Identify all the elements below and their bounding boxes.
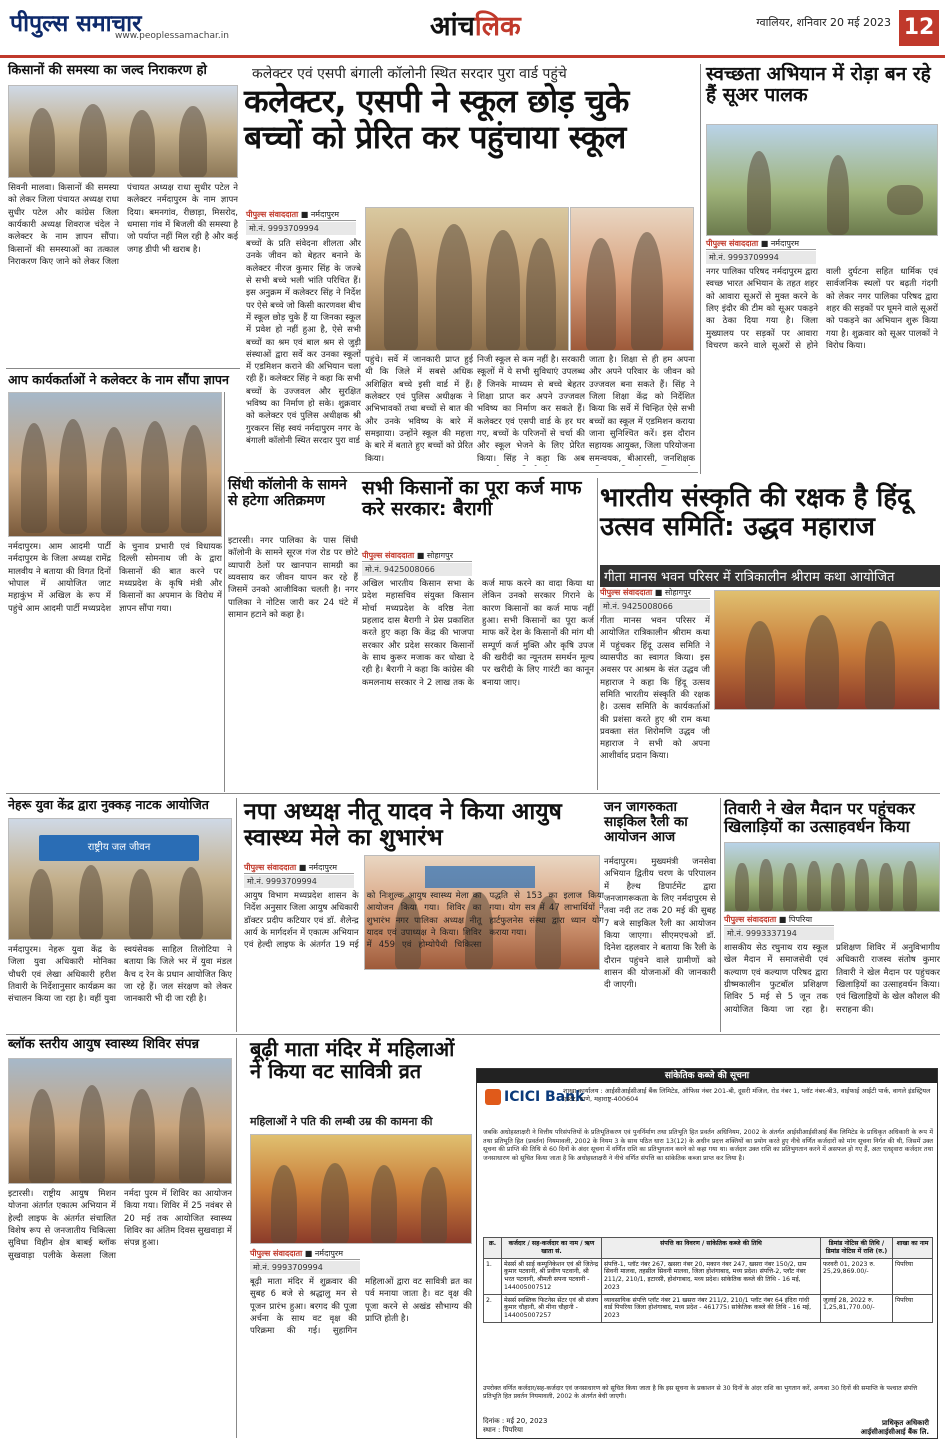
notice-col-property: संपत्ति का विवरण / सांकेतिक कब्जे की तिथि [602, 1238, 821, 1259]
newspaper-url[interactable]: www.peoplessamachar.in [115, 31, 229, 41]
notice-place: स्थान : पिपरिया [483, 1426, 523, 1435]
loan-waiver-byline-name: पीपुल्स संवाददाता [362, 551, 415, 560]
table-row [484, 1294, 933, 1322]
notice-sign-1: प्राधिकृत अधिकारी [881, 1419, 929, 1427]
dateline: ग्वालियर, शनिवार 20 मई 2023 [756, 16, 891, 29]
farmers-issue-photo [8, 85, 238, 178]
cleanliness-byline-name: पीपुल्स संवाददाता [706, 239, 759, 248]
icici-logo-text: ICICI Bank [504, 1089, 585, 1105]
farmers-issue-headline[interactable]: किसानों की समस्या का जल्द निराकरण हो [8, 63, 207, 78]
notice-body: जबकि अधोहस्ताक्षरी ने वित्तीय परिसंपत्तियों के प्रतिभूतिकरण एवं पुनर्निर्माण तथा प्रतिभूति हित प्रवर्तन अधिनियम, 2002 के अंतर्गत आईसीआईसीआई बैंक लिमिटेड के प्राधिकृत अधिकारी के रूप में तथा प्रतिभूति हित (प्रवर्तन) नियमावली, 2002 के नियम 3 के साथ पठित धारा 13(12) के अधीन प्रदत्त शक्तियों का प्रयोग करते हुए नीचे वर्णित कर्जदारों को मांग सूचना निर्गत की थी, जिसमें उक्त सूचना की प्राप्ति की तिथि से 60 दिनों के अंदर सूचना में वर्णित राशि का प्रतिभुगतान करने को कहा गया था। कर्जदार उक्त राशि का प्रतिभुगतान करने में असफल हो गए हैं, अतः एतद्द्वारा कर्जदार तथा जनसाधारण को सूचित किया जाता है कि अधोहस्ताक्षरी ने नीचे वर्णित संपत्ति का सांकेतिक कब्जा प्राप्त कर लिया है। [483, 1129, 933, 1162]
hindu-samiti-byline: पीपुल्स संवाददाता ■ सोहागपुर [600, 587, 710, 599]
street-play-banner: राष्ट्रीय जल जीवन [39, 835, 199, 861]
ayush-fair-byline-place: नर्मदापुरम [308, 863, 337, 872]
notice-cell: जुलाई 28, 2022 रु. 1,25,81,770.00/- [821, 1294, 893, 1322]
farmers-issue-text: सिवनी मालवा। किसानों की समस्या को लेकर जिला पंचायत अध्यक्ष राधा सुधीर पटेल और कांग्रेस जिला कार्यकारी अध्यक्ष शिवराज चंदेल ने कलेक्टर के नाम ज्ञापन सौंपा। किसानों की समस्याओं का तत्काल निराकरण किए जाने को लेकर जिला पंचायत अध्यक्ष राधा सुधीर पटेल ने कलेक्टर नर्मदापुरम के नाम ज्ञापन दिया। बमनगांव, रीछाड़ा, मिसरोद, धमासा गांव में बिजली की समस्या है जो पर्याप्त नहीं मिल रही है और कई जगह डीपी भी खराब है। [8, 183, 238, 267]
notice-col-sn: क्र. [484, 1238, 502, 1259]
hindu-samiti-text: गीता मानस भवन परिसर में आयोजित रात्रिकालीन श्रीराम कथा में पहुंचकर हिंदू उत्सव समिति ने व्यासपीठ का स्वागत किया। इस अवसर पर आश्रम के संत उद्धव जी महाराज ने कहा कि हिंदू उत्सव समिति भारतीय संस्कृति की रक्षक है। उत्सव समिति के कार्यकर्ताओं की प्रशंसा करते हुए श्री राम कथा प्रवक्ता संत शिरोमणि उद्धव जी महाराज ने सभी को अपना आशीर्वाद प्रदान किया। [600, 616, 710, 762]
hindu-samiti-mobile: मो.नं. 9425008066 [600, 600, 710, 613]
notice-col-demand: डिमांड नोटिस की तिथि / डिमांड नोटिस में राशि (रु.) [821, 1238, 893, 1259]
notice-col-branch: शाखा का नाम [893, 1238, 933, 1259]
loan-waiver-mobile: मो.नं. 9425008066 [362, 563, 472, 576]
sports-visit-headline[interactable]: तिवारी ने खेल मैदान पर पहुंचकर खिलाड़ियों का उत्साहवर्धन किया [724, 799, 915, 836]
hindu-samiti-byline-place: सोहागपुर [664, 588, 691, 597]
main-byline-place: नर्मदापुरम [310, 210, 339, 219]
main-photo-2 [570, 207, 694, 351]
main-col1: बच्चों के प्रति संवेदना शीलता और उनके जीवन को बेहतर बनाने के कलेक्टर नीरज कुमार सिंह के जज्बे से सभी बच्चे भली भांति परिचित हैं। इस अनुक्रम में कलेक्टर सिंह ने निर्देश पर ऐसे बच्चे जो किसी कारणवश बीच में स्कूल छोड़ चुके हैं या जिनका स्कूल में प्रवेश हो नहीं हुआ है, ऐसे सभी बच्चों का श्रम एवं बाल श्रम से जुड़ी संस्थाओं द्वारा सर्वे कर उनका स्कूलों में एडमिशन कराने की अभियान चला रही हैं। कलेक्टर सिंह ने कहा कि सभी बच्चों के उज्जवल और सुरक्षित भविष्य का निर्माण हो सके। शुक्रवार को कलेक्टर एवं पुलिस अधीक्षक श्री गुरकरन सिंह स्वयं नर्मदापुरम नगर के बंगाली कॉलोनी स्थित सरदार पुरा वार्ड [246, 239, 361, 446]
main-photo [365, 207, 569, 351]
notice-cell: फरवरी 01, 2023 रु. 25,29,869.00/- [821, 1258, 893, 1294]
ayush-fair-mobile: मो.नं. 9993709994 [244, 875, 354, 888]
table-row [484, 1258, 933, 1294]
encroachment-headline[interactable]: सिंधी कॉलोनी के सामने से हटेगा अतिक्रमण [228, 477, 347, 509]
sports-visit-mobile: मो.नं. 9993337194 [724, 927, 834, 940]
section-title-a: आंच [430, 11, 475, 42]
loan-waiver-byline: पीपुल्स संवाददाता ■ सोहागपुर [362, 550, 472, 562]
icici-logo-icon [485, 1089, 501, 1105]
vat-savitri-byline-place: नर्मदापुरम [314, 1249, 343, 1258]
loan-waiver-byline-place: सोहागपुर [426, 551, 453, 560]
sports-visit-text: शासकीय सेठ रघुनाथ राय स्कूल खेल मैदान में समाजसेवी एवं कल्याण एवं कल्याण परिषद द्वारा ग्रीष्मकालीन फुटबॉल प्रशिक्षण शिविर 5 मई से 5 जून तक आयोजित किया जा रहा है। प्रशिक्षण शिविर में अनुविभागीय अधिकारी राजस्व संतोष कुमार तिवारी ने खेल मैदान पर पहुंचकर खिलाड़ियों का उत्साहवर्धन किया। एवं खिलाड़ियों के खेल कौशल की सराहना की। [724, 943, 940, 1015]
hindu-samiti-photo [714, 590, 940, 710]
section-title [430, 6, 521, 43]
loan-waiver-headline[interactable]: सभी किसानों का पूरा कर्ज माफ करे सरकार: बैरागी [362, 477, 582, 521]
ayush-fair-text: आयुष विभाग मध्यप्रदेश शासन के निर्देश अनुसार जिला आयुष अधिकारी डॉक्टर प्रदीप कटियार एवं डॉ. शैलेन्द्र आर्य के मार्गदर्शन में एकात्म अभियान एवं हेल्दी लाइफ के अंतर्गत 19 मई को निःशुल्क आयुष स्वास्थ्य मेला का आयोजन किया गया। शिविर का शुभारंभ नगर पालिका अध्यक्ष नीतू यादव एवं उपाध्यक्ष ने किया। शिविर में 459 एवं होम्योपैथी चिकित्सा पद्धति से 153 का इलाज किया गया। योग सत्र में 47 लाभार्थियों ने हार्टफुलनेस संस्था द्वारा ध्यान योग कराया गया। [244, 891, 604, 951]
main-mobile: मो.नं. 9993709994 [246, 222, 356, 235]
encroachment-text: इटारसी। नगर पालिका के पास सिंधी कॉलोनी के सामने सूरज गंज रोड पर छोटे व्यापारी ठेलों पर खानपान सामग्री का व्यवसाय कर जीवन यापन कर रहे हैं जिसमें उनको आजीविका चलती है। नगर पालिका ने नोटिस जारी कर 24 घंटे में सामान हटाने को कहा है। [228, 536, 358, 620]
main-col3: निजी स्कूल से कम नहीं है। सरकारी स्कूलों में ये सभी सुविधाएं उपलब्ध हैं जिनके माध्यम से बच्चे बेहतर शिक्षा प्राप्त कर अपने उज्जवल भविष्य का निर्माण कर सकते हैं। कलेक्टर एवं एसपी वार्ड के हर घर गए, बच्चों के परिजनों से चर्चा की और स्कूल भेजने के लिए प्रेरित किया। सिंह ने कहा कि अब [477, 355, 585, 464]
vat-savitri-photo [250, 1134, 472, 1244]
ayush-camp-text: इटारसी। राष्ट्रीय आयुष मिशन योजना अंतर्गत एकात्म अभियान में हेल्दी लाइफ के अंतर्गत संचालित विशेष रूप से जनजातीय चिकित्सा सुविधा विहीन क्षेत्र बाबई ब्लॉक सुखवाड़ा पलीके केसला जिला नर्मदा पुरम में शिविर का आयोजन किया गया। शिविर में 25 नवंबर से 20 मई तक आयोजित स्वास्थ्य शिविर का अंतिम दिवस सुखवाड़ा में संपन्न हुआ। [8, 1189, 232, 1261]
notice-branch: शाखा कार्यालय : आईसीआईसीआई बैंक लिमिटेड, ऑफिस नंबर 201-बी, दूसरी मंजिल, रोड नंबर 1, प्लॉट नंबर-बी3, वाईफाई आईटी पार्क, वागले इंडस्ट्रियल एस्टेट, ठाणे, महाराष्ट्र-400604 [563, 1087, 931, 1104]
notice-cell: मेसर्स स्वस्तिक फिटनेस सेंटर एवं श्री संजय कुमार चौहानी, श्री मीना चौहानी - 144005007257 [502, 1294, 602, 1322]
notice-cell: संपत्ति-1, प्लॉट नंबर 267, खसरा नंबर 20, मकान नंबर 247, खसरा नंबर 150/2, ग्राम सिवनी मालवा, तहसील सिवनी मालवा, जिला होशंगाबाद, मध्य प्रदेश। संपत्ति-2, प्लॉट नंबर 211/2, 210/1, इटारसी, होशंगाबाद, मध्य प्रदेश। सांकेतिक कब्जे की तिथि - 16 मई, 2023 [602, 1258, 821, 1294]
vat-savitri-headline[interactable]: बूढ़ी माता मंदिर में महिलाओं ने किया वट सावित्री व्रत [250, 1037, 455, 1084]
masthead [0, 0, 945, 58]
cleanliness-mobile: मो.नं. 9993709994 [706, 251, 816, 264]
notice-signatory [861, 1419, 929, 1437]
notice-col-borrower: कर्जदार / सह-कर्जदार का नाम / ऋण खाता सं. [502, 1238, 602, 1259]
sports-visit-byline: पीपुल्स संवाददाता ■ पिपरिया [724, 914, 834, 926]
street-play-text: नर्मदापुरम। नेहरू युवा केंद्र के जिला युवा अधिकारी मोनिका चौधरी एवं लेखा अधिकारी हरीश तिवारी के निर्देशानुसार कार्यक्रम का संचालन किया जा रहा है। वहीं युवा स्वयंसेवक साहिल तिलोटिया ने बताया कि जिले भर में युवा मंडल कैच द रेन के प्रधान आयोजित किए जा रहे हैं। जल संरक्षण को लेकर जानकारी भी दी जा रही है। [8, 945, 232, 1005]
icici-notice [476, 1068, 938, 1439]
street-play-headline[interactable]: नेहरू युवा केंद्र द्वारा नुक्कड़ नाटक आयोजित [8, 797, 209, 812]
main-byline-name: पीपुल्स संवाददाता [246, 210, 299, 219]
aap-memo-photo [8, 392, 222, 537]
notice-date: दिनांक : मई 20, 2023 [483, 1417, 548, 1425]
notice-cell: 2. [484, 1294, 502, 1322]
ayush-fair-headline[interactable]: नपा अध्यक्ष नीतू यादव ने किया आयुष स्वास्थ्य मेले का शुभारंभ [244, 799, 562, 851]
cleanliness-photo [706, 124, 938, 236]
hindu-samiti-byline-name: पीपुल्स संवाददाता [600, 588, 653, 597]
cleanliness-byline-place: नर्मदापुरम [770, 239, 799, 248]
notice-table-header [484, 1238, 933, 1259]
ayush-fair-byline-name: पीपुल्स संवाददाता [244, 863, 297, 872]
hindu-samiti-text-2 [714, 714, 940, 790]
notice-cell: पिपरिया [893, 1294, 933, 1322]
notice-cell: मेसर्स श्री साई कम्यूनिकेशन एवं श्री जितेन्द्र कुमार पटवानी, श्री प्रवीण पटवानी, श्री भरत पटवानी, श्रीमती सपना पटवानी - 144005007512 [502, 1258, 602, 1294]
cleanliness-headline[interactable]: स्वच्छता अभियान में रोड़ा बन रहे हैं सूअर पालक [706, 63, 931, 107]
page-number: 12 [899, 10, 939, 46]
cycle-rally-headline[interactable]: जन जागरुकता साइकिल रैली का आयोजन आज [604, 799, 688, 846]
notice-sign-2: आईसीआईसीआई बैंक लि. [860, 1428, 929, 1437]
hindu-samiti-headline[interactable]: भारतीय संस्कृति की रक्षक है हिंदू उत्सव समिति: उद्धव महाराज [600, 483, 911, 543]
notice-cell: व्यावसायिक संपत्ति प्लॉट नंबर 21 खसरा नंबर 211/2, 210/1 प्लॉट नंबर 64 इंदिरा गांधी वार्ड पिपरिया जिला होशंगाबाद, मध्य प्रदेश - 461775। सांकेतिक कब्जे की तिथि - 16 मई, 2023 [602, 1294, 821, 1322]
cleanliness-text: नगर पालिका परिषद नर्मदापुरम द्वारा स्वच्छ भारत अभियान के तहत शहर को आवारा सूअरों से मुक्त करने के लिए इंदौर की टीम को सूअर पकड़ने का ठेका दिया गया है। जिला मुख्यालय पर सड़कों पर आवारा विचरण करने वाले सूअरों से होने वाली दुर्घटना सहित धार्मिक एवं सार्वजनिक स्थलों पर बढ़ती गंदगी को लेकर नगर पालिका परिषद द्वारा शहर की सड़कों पर घूमने वाले सूअरों को पकड़ने का अभियान शुरू किया गया है। शुक्रवार को सूअर पालकों ने विरोध किया। [706, 267, 938, 351]
vat-savitri-text: बूढ़ी माता मंदिर में शुक्रवार की सुबह 6 बजे से श्रद्धालु मन से पूजन प्रारंभ हुआ। बरगद की पूजा अर्चना के साथ वट वृक्ष की परिक्रमा की गई। सुहागिन महिलाओं द्वारा वट सावित्री व्रत का पर्व मनाया जाता है। वट वृक्ष की पूजा करने से अखंड सौभाग्य की प्राप्ति होती है। [250, 1277, 472, 1337]
ayush-fair-byline: पीपुल्स संवाददाता ■ नर्मदापुरम [244, 862, 354, 874]
main-headline[interactable]: कलेक्टर, एसपी ने स्कूल छोड़ चुके बच्चों को प्रेरित कर पहुंचाया स्कूल [244, 82, 629, 156]
aap-memo-headline[interactable]: आप कार्यकर्ताओं ने कलेक्टर के नाम सौंपा ज्ञापन [8, 372, 229, 387]
notice-footer: उपरोक्त वर्णित कर्जदार/सह-कर्जदार एवं जनसाधारण को सूचित किया जाता है कि इस सूचना के प्रकाशन से 30 दिनों के अंदर राशि का भुगतान करें, अन्यथा 30 दिनों की समाप्ति के पश्चात संपत्ति प्रतिभूति हित प्रवर्तन नियमावली, 2002 के अंतर्गत बेची जाएगी। [483, 1385, 918, 1401]
notice-title: सांकेतिक कब्जे की सूचना [477, 1069, 937, 1083]
notice-cell: 1. [484, 1258, 502, 1294]
sports-visit-photo [724, 842, 940, 912]
main-col2: पहुंचे। सर्वे में जानकारी प्राप्त हुई थी कि जिले में सबसे अधिक अशिक्षित बच्चे इसी वार्ड में हैं। कलेक्टर एवं पुलिस अधीक्षक ने अभिभावकों तथा बच्चों से बात की और उनके भविष्य के बारे में समझाया। उन्होंने स्कूल की महत्ता के बारे में बताते हुए बच्चों को प्रेरित किया। [365, 355, 473, 464]
main-byline: पीपुल्स संवाददाता ■ नर्मदापुरम [246, 209, 356, 221]
hindu-samiti-deck: गीता मानस भवन परिसर में रात्रिकालीन श्रीराम कथा आयोजित [600, 565, 940, 587]
vat-savitri-byline: पीपुल्स संवाददाता ■ नर्मदापुरम [250, 1248, 360, 1260]
notice-date-place [483, 1417, 547, 1435]
notice-cell: पिपरिया [893, 1258, 933, 1294]
vat-savitri-byline-name: पीपुल्स संवाददाता [250, 1249, 303, 1258]
cycle-rally-text: नर्मदापुरम। मुख्यमंत्री जनसेवा अभियान द्वितीय चरण के परिपालन में हैल्थ डिपार्टमेंट द्वारा जनजागरूकता के लिए नर्मदापुरम से तवा नदी तट तक 20 मई की सुबह 7 बजे साइकिल रैली का आयोजन किया जाएगा। सीएमएचओ डॉ. दिनेश दहलवार ने बताया कि रैली के दौरान पहुंचने वाले ग्रामीणों को शासन की योजनाओं की जानकारी दी जाएगी। [604, 857, 716, 991]
notice-table [483, 1237, 933, 1323]
main-kicker: कलेक्टर एवं एसपी बंगाली कॉलोनी स्थित सरदार पुरा वार्ड पहुंचे [252, 66, 567, 82]
vat-savitri-mobile: मो.नं. 9993709994 [250, 1261, 360, 1274]
vat-savitri-deck: महिलाओं ने पति की लम्बी उम्र की कामना की [250, 1115, 433, 1128]
ayush-camp-photo [8, 1058, 232, 1184]
cleanliness-byline: पीपुल्स संवाददाता ■ नर्मदापुरम [706, 238, 816, 250]
ayush-camp-headline[interactable]: ब्लॉक स्तरीय आयुष स्वास्थ्य शिविर संपन्न [8, 1037, 200, 1052]
sports-visit-byline-name: पीपुल्स संवाददाता [724, 915, 777, 924]
street-play-photo [8, 818, 232, 940]
newspaper-brand[interactable]: पीपुल्स समाचार [10, 10, 142, 37]
main-col4: जाता है। शिक्षा से ही हम अपना और अपने परिवार के जीवन को उज्जवल बना सकते हैं। सिंह ने जिला शिक्षा केंद्र को निर्देशित किया कि सर्वे में चिन्हित ऐसे सभी बच्चों का स्कूल में एडमिशन कराया जाना सुनिश्चित करें। इस दौरान सहायक आयुक्त, जिला परियोजना समन्वयक, बीआरसी, जनशिक्षक [589, 355, 695, 464]
loan-waiver-text: अखिल भारतीय किसान सभा के प्रदेश महासचिव संयुक्त किसान मोर्चा मध्यप्रदेश के वरिष्ठ नेता प्रहलाद दास बैरागी ने प्रेस प्रकाशित करते हुए कहा कि केंद्र की भाजपा सरकार और प्रदेश सरकार किसानों के साथ कुरूर मजाक कर धोखा दे रही है। बैरागी ने कहा कि कांग्रेस की कमलनाथ सरकार ने 2 लाख तक के कर्ज माफ करने का वादा किया था लेकिन उनको सरकार गिराने के कारण किसानों का कर्ज माफ नहीं हुआ। सभी किसानों का पूरा कर्ज माफ करें देश के किसानों की मांग थी सम्पूर्ण कर्ज मुक्ति और कृषि उपज की खरीदी का न्यूनतम समर्थन मूल्य पर खरीदी के लिए गारंटी का कानून बनाया जाए। [362, 579, 594, 688]
section-title-b: लिक [474, 11, 521, 42]
aap-memo-text: नर्मदापुरम। आम आदमी पार्टी नर्मदापुरम के जिला अध्यक्ष रामेंद्र मालवीय ने बताया की विगत दिनों भोपाल में आयोजित जाट महाकुंभ में अखिल के रूप में पहुंचे आम आदमी पार्टी मध्यप्रदेश के चुनाव प्रभारी एवं विधायक दिल्ली सोमनाथ जी के द्वारा किसानों की बात करने पर मध्यप्रदेश के कृषि मंत्री और किसानों का अपमान के विरोध में ज्ञापन सौंपा गया। [8, 542, 222, 614]
sports-visit-byline-place: पिपरिया [788, 915, 813, 924]
